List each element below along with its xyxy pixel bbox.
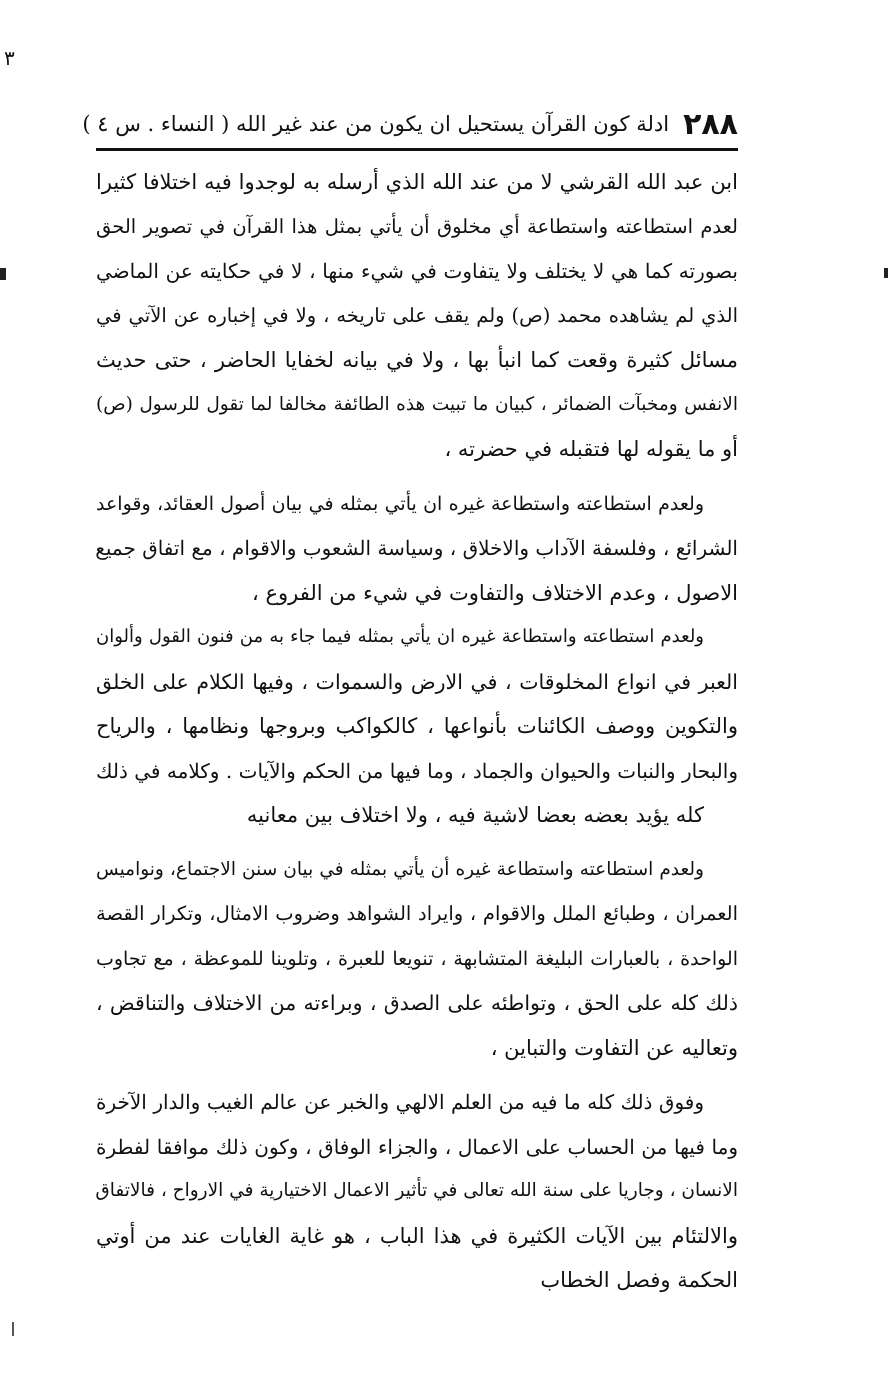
text-line: وفوق ذلك كله ما فيه من العلم الالهي والخبر عن عالم الغيب والدار الآخرة [96,1090,704,1114]
text-line: الاصول ، وعدم الاختلاف والتفاوت في شيء من الفروع ، [251,580,738,605]
corner-mark: ٣ [4,46,15,70]
text-line: أو ما يقوله لها فتقبله في حضرته ، [444,437,738,461]
text-line: الشرائع ، وفلسفة الآداب والاخلاق ، وسياسة الشعوب والاقوام ، مع اتفاق جميع [95,536,738,560]
text-line: الانسان ، وجاريا على سنة الله تعالى في تأثير الاعمال الاختيارية في الارواح ، فالاتفاق [95,1180,738,1201]
text-line: ابن عبد الله القرشي لا من عند الله الذي أرسله به لوجدوا فيه اختلافا كثيرا [96,170,738,194]
text-line: كله يؤيد بعضه بعضا لاشية فيه ، ولا اختلاف بين معانيه [246,803,704,827]
paragraph [96,160,738,472]
body-text [96,160,738,1303]
paragraph [96,848,738,1071]
scan-edge-mark-right [884,268,888,278]
page-number: ٢٨٨ [683,106,738,142]
text-line: بصورته كما هي لا يختلف ولا يتفاوت في شيء منها ، لا في حكايته عن الماضي [96,259,738,283]
paragraph [96,1080,738,1303]
text-line: الحكمة وفصل الخطاب [540,1268,738,1292]
text-line: مسائل كثيرة وقعت كما انبأ بها ، ولا في بيانه لخفايا الحاضر ، حتى حديث [96,348,738,372]
text-line: والتكوين ووصف الكائنات بأنواعها ، كالكواكب وبروجها ونظامها ، والرياح [96,714,738,738]
paragraph [96,482,738,616]
text-line: والالتئام بين الآيات الكثيرة في هذا الباب ، هو غاية الغايات عند من أوتي [96,1223,738,1248]
text-line: ذلك كله على الحق ، وتواطئه على الصدق ، وبراءته من الاختلاف والتناقض ، [96,991,738,1015]
text-line: وما فيها من الحساب على الاعمال ، والجزاء الوفاق ، وكون ذلك موافقا لفطرة [96,1134,738,1159]
text-line: العبر في انواع المخلوقات ، في الارض والسموات ، وفيها الكلام على الخلق [96,669,738,694]
text-line: الذي لم يشاهده محمد (ص) ولم يقف على تاريخه ، ولا في إخباره عن الآتي في [96,303,738,327]
running-title: ادلة كون القرآن يستحيل ان يكون من عند غير الله ( النساء . س ٤ ) [82,112,670,136]
scan-edge-mark-bottom [12,1322,14,1336]
text-line: الانفس ومخبآت الضمائر ، كبيان ما تبيت هذه الطائفة مخالفا لما تقول للرسول (ص) [96,393,738,415]
text-line: والبحار والنبات والحيوان والجماد ، وما فيها من الحكم والآيات . وكلامه في ذلك [96,758,738,783]
text-line: ولعدم استطاعته واستطاعة غيره أن يأتي بمثله في بيان سنن الاجتماع، ونواميس [96,858,704,880]
text-line: العمران ، وطبائع الملل والاقوام ، وايراد الشواهد وضروب الامثال، وتكرار القصة [96,902,738,925]
text-line: الواحدة ، بالعبارات البليغة المتشابهة ، تنويعا للعبرة ، وتلوينا للموعظة ، مع تجاوب [96,947,739,970]
scan-edge-mark-left [0,268,6,280]
page-header [82,100,738,151]
text-line: لعدم استطاعته واستطاعة أي مخلوق أن يأتي بمثل هذا القرآن في تصوير الحق [96,214,738,238]
paragraph [96,615,738,838]
text-line: وتعاليه عن التفاوت والتباين ، [490,1035,738,1060]
text-line: ولعدم استطاعته واستطاعة غيره ان يأتي بمثله فيما جاء به من فنون القول وألوان [96,626,704,647]
text-line: ولعدم استطاعته واستطاعة غيره ان يأتي بمثله في بيان أصول العقائد، وقواعد [96,492,704,515]
